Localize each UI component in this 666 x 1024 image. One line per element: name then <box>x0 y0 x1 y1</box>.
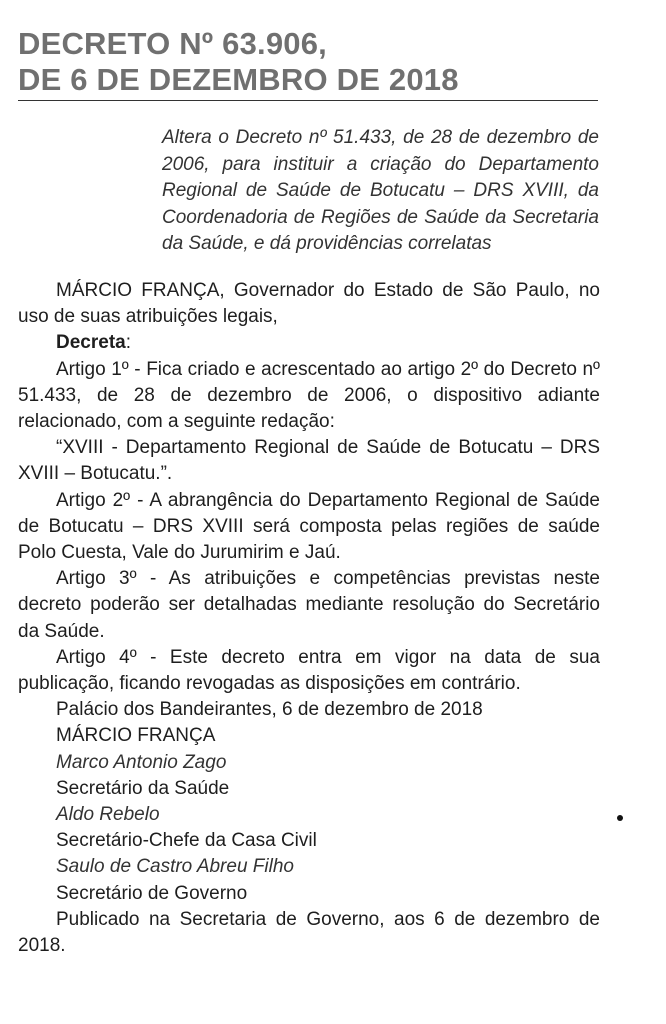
place-date: Palácio dos Bandeirantes, 6 de dezembro de 2018 <box>56 699 483 721</box>
decree-title <box>18 26 598 101</box>
decree-title-number: DECRETO Nº 63.906, <box>18 26 327 61</box>
publication-note: Publicado na Secretaria de Governo, aos 6 de dezembro de 2018. <box>18 908 600 957</box>
decree-title-date: DE 6 DE DEZEMBRO DE 2018 <box>18 62 459 97</box>
article-3: Artigo 3º - As atribuições e competências previstas neste decreto poderão ser detalhadas mediante resolução do Secretário da Saúde. <box>18 568 600 642</box>
signatory-1-title: Secretário da Saúde <box>56 777 230 799</box>
article-4: Artigo 4º - Este decreto entra em vigor na data de sua publicação, ficando revogadas as disposições em contrário. <box>18 646 600 695</box>
signatory-2-title: Secretário-Chefe da Casa Civil <box>56 830 317 852</box>
bullet-dot-icon <box>617 815 623 821</box>
governor-signature: MÁRCIO FRANÇA <box>56 725 216 747</box>
article-1: Artigo 1º - Fica criado e acrescentado ao artigo 2º do Decreto nº 51.433, de 28 de dezembro de 2006, o dispositivo adiante relacionado, com a seguinte redação: <box>18 358 600 433</box>
signatory-1-name: Marco Antonio Zago <box>56 751 227 773</box>
decreta-colon: : <box>125 332 131 354</box>
signatory-2-name: Aldo Rebelo <box>56 804 160 826</box>
decree-summary: Altera o Decreto nº 51.433, de 28 de dezembro de 2006, para instituir a criação do Departamento Regional de Saúde de Botucatu – DRS XVIII, da Coordenadoria de Regiões de Saúde da Secretaria da Saúde, e dá providências correlatas <box>162 127 599 255</box>
article-1-quote: “XVIII - Departamento Regional de Saúde de Botucatu – DRS XVIII – Botucatu.”. <box>18 437 600 485</box>
decreta-line <box>18 330 600 356</box>
decreta-label: Decreta <box>56 332 126 354</box>
decree-body <box>18 278 600 959</box>
preamble: MÁRCIO FRANÇA, Governador do Estado de São Paulo, no uso de suas atribuições legais, <box>18 280 600 328</box>
signatory-3-name: Saulo de Castro Abreu Filho <box>56 856 294 878</box>
signatory-3-title: Secretário de Governo <box>56 882 248 904</box>
article-2: Artigo 2º - A abrangência do Departamento Regional de Saúde de Botucatu – DRS XVIII será composta pelas regiões de saúde Polo Cuesta, Vale do Jurumirim e Jaú. <box>18 489 600 564</box>
